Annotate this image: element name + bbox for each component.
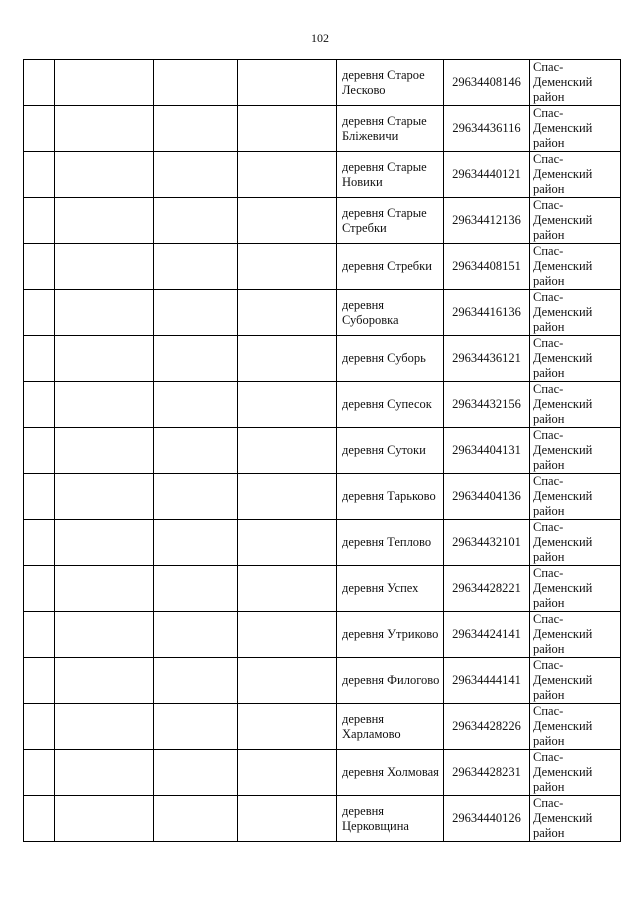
empty-cell — [24, 796, 55, 842]
empty-cell — [24, 290, 55, 336]
empty-cell — [154, 290, 238, 336]
empty-cell — [55, 520, 154, 566]
table-row — [24, 244, 621, 290]
empty-cell — [154, 612, 238, 658]
empty-cell — [24, 612, 55, 658]
table-row — [24, 566, 621, 612]
oktmo-code-cell: 29634404131 — [444, 428, 530, 474]
empty-cell — [238, 566, 337, 612]
empty-cell — [55, 152, 154, 198]
empty-cell — [24, 520, 55, 566]
oktmo-code-cell: 29634404136 — [444, 474, 530, 520]
empty-cell — [24, 750, 55, 796]
settlement-name-cell: деревня Супесок — [337, 382, 444, 428]
empty-cell — [55, 336, 154, 382]
empty-cell — [238, 290, 337, 336]
empty-cell — [154, 60, 238, 106]
empty-cell — [24, 474, 55, 520]
page-number: 102 — [311, 31, 329, 45]
empty-cell — [24, 152, 55, 198]
table-row — [24, 336, 621, 382]
empty-cell — [55, 566, 154, 612]
empty-cell — [154, 244, 238, 290]
empty-cell — [55, 290, 154, 336]
empty-cell — [24, 198, 55, 244]
empty-cell — [154, 796, 238, 842]
empty-cell — [238, 658, 337, 704]
empty-cell — [55, 244, 154, 290]
oktmo-code-cell: 29634412136 — [444, 198, 530, 244]
empty-cell — [154, 658, 238, 704]
oktmo-code-cell: 29634444141 — [444, 658, 530, 704]
table-row — [24, 750, 621, 796]
empty-cell — [154, 704, 238, 750]
settlement-name-cell: деревня Тарьково — [337, 474, 444, 520]
empty-cell — [24, 60, 55, 106]
settlement-name-cell: деревня Старое Лесково — [337, 60, 444, 106]
district-cell: Спас-Деменский район — [530, 290, 621, 336]
district-cell: Спас-Деменский район — [530, 750, 621, 796]
district-cell: Спас-Деменский район — [530, 198, 621, 244]
settlement-name-cell: деревня Успех — [337, 566, 444, 612]
empty-cell — [154, 474, 238, 520]
table-row — [24, 796, 621, 842]
empty-cell — [24, 566, 55, 612]
oktmo-code-cell: 29634416136 — [444, 290, 530, 336]
empty-cell — [238, 428, 337, 474]
empty-cell — [154, 520, 238, 566]
empty-cell — [238, 244, 337, 290]
empty-cell — [154, 106, 238, 152]
district-cell: Спас-Деменский район — [530, 382, 621, 428]
district-cell: Спас-Деменский район — [530, 336, 621, 382]
settlement-name-cell: деревня Суборь — [337, 336, 444, 382]
settlement-name-cell: деревня Церковщина — [337, 796, 444, 842]
district-cell: Спас-Деменский район — [530, 428, 621, 474]
empty-cell — [55, 106, 154, 152]
oktmo-code-cell: 29634428226 — [444, 704, 530, 750]
empty-cell — [238, 382, 337, 428]
district-cell: Спас-Деменский район — [530, 704, 621, 750]
table-row — [24, 474, 621, 520]
empty-cell — [55, 474, 154, 520]
empty-cell — [238, 796, 337, 842]
oktmo-code-cell: 29634440126 — [444, 796, 530, 842]
empty-cell — [24, 336, 55, 382]
empty-cell — [238, 106, 337, 152]
empty-cell — [238, 60, 337, 106]
settlement-name-cell: деревня Стребки — [337, 244, 444, 290]
oktmo-code-cell: 29634408146 — [444, 60, 530, 106]
empty-cell — [55, 198, 154, 244]
settlement-name-cell: деревня Утриково — [337, 612, 444, 658]
empty-cell — [238, 474, 337, 520]
table-row — [24, 612, 621, 658]
empty-cell — [238, 152, 337, 198]
empty-cell — [154, 152, 238, 198]
table-row — [24, 152, 621, 198]
empty-cell — [55, 658, 154, 704]
table-row — [24, 658, 621, 704]
empty-cell — [24, 106, 55, 152]
empty-cell — [154, 428, 238, 474]
empty-cell — [238, 750, 337, 796]
empty-cell — [238, 612, 337, 658]
settlement-name-cell: деревня Филогово — [337, 658, 444, 704]
empty-cell — [24, 704, 55, 750]
empty-cell — [238, 336, 337, 382]
oktmo-code-cell: 29634428221 — [444, 566, 530, 612]
empty-cell — [55, 704, 154, 750]
empty-cell — [24, 244, 55, 290]
oktmo-code-cell: 29634432156 — [444, 382, 530, 428]
empty-cell — [154, 336, 238, 382]
table-row — [24, 704, 621, 750]
oktmo-code-cell: 29634436121 — [444, 336, 530, 382]
empty-cell — [55, 796, 154, 842]
empty-cell — [24, 428, 55, 474]
settlement-name-cell: деревня Холмовая — [337, 750, 444, 796]
empty-cell — [55, 60, 154, 106]
oktmo-code-cell: 29634424141 — [444, 612, 530, 658]
settlement-name-cell: деревня Харламово — [337, 704, 444, 750]
district-cell: Спас-Деменский район — [530, 796, 621, 842]
empty-cell — [154, 382, 238, 428]
empty-cell — [55, 750, 154, 796]
empty-cell — [238, 704, 337, 750]
oktmo-code-cell: 29634432101 — [444, 520, 530, 566]
empty-cell — [154, 198, 238, 244]
empty-cell — [24, 382, 55, 428]
oktmo-code-cell: 29634436116 — [444, 106, 530, 152]
table-row — [24, 520, 621, 566]
settlement-name-cell: деревня Суборовка — [337, 290, 444, 336]
settlement-name-cell: деревня Старые Бліжевичи — [337, 106, 444, 152]
district-cell: Спас-Деменский район — [530, 106, 621, 152]
oktmo-code-cell: 29634440121 — [444, 152, 530, 198]
empty-cell — [154, 750, 238, 796]
district-cell: Спас-Деменский район — [530, 566, 621, 612]
table-row — [24, 290, 621, 336]
oktmo-code-cell: 29634428231 — [444, 750, 530, 796]
settlement-name-cell: деревня Сутоки — [337, 428, 444, 474]
district-cell: Спас-Деменский район — [530, 152, 621, 198]
settlement-name-cell: деревня Теплово — [337, 520, 444, 566]
empty-cell — [154, 566, 238, 612]
table-row — [24, 60, 621, 106]
district-cell: Спас-Деменский район — [530, 244, 621, 290]
empty-cell — [24, 658, 55, 704]
oktmo-code-cell: 29634408151 — [444, 244, 530, 290]
table-row — [24, 106, 621, 152]
district-cell: Спас-Деменский район — [530, 474, 621, 520]
empty-cell — [238, 520, 337, 566]
empty-cell — [238, 198, 337, 244]
empty-cell — [55, 382, 154, 428]
district-cell: Спас-Деменский район — [530, 658, 621, 704]
district-cell: Спас-Деменский район — [530, 60, 621, 106]
settlement-name-cell: деревня Старые Стребки — [337, 198, 444, 244]
table-row — [24, 198, 621, 244]
district-cell: Спас-Деменский район — [530, 520, 621, 566]
table-row — [24, 428, 621, 474]
empty-cell — [55, 428, 154, 474]
district-cell: Спас-Деменский район — [530, 612, 621, 658]
table-row — [24, 382, 621, 428]
settlement-name-cell: деревня Старые Новики — [337, 152, 444, 198]
settlement-table — [23, 59, 621, 842]
empty-cell — [55, 612, 154, 658]
